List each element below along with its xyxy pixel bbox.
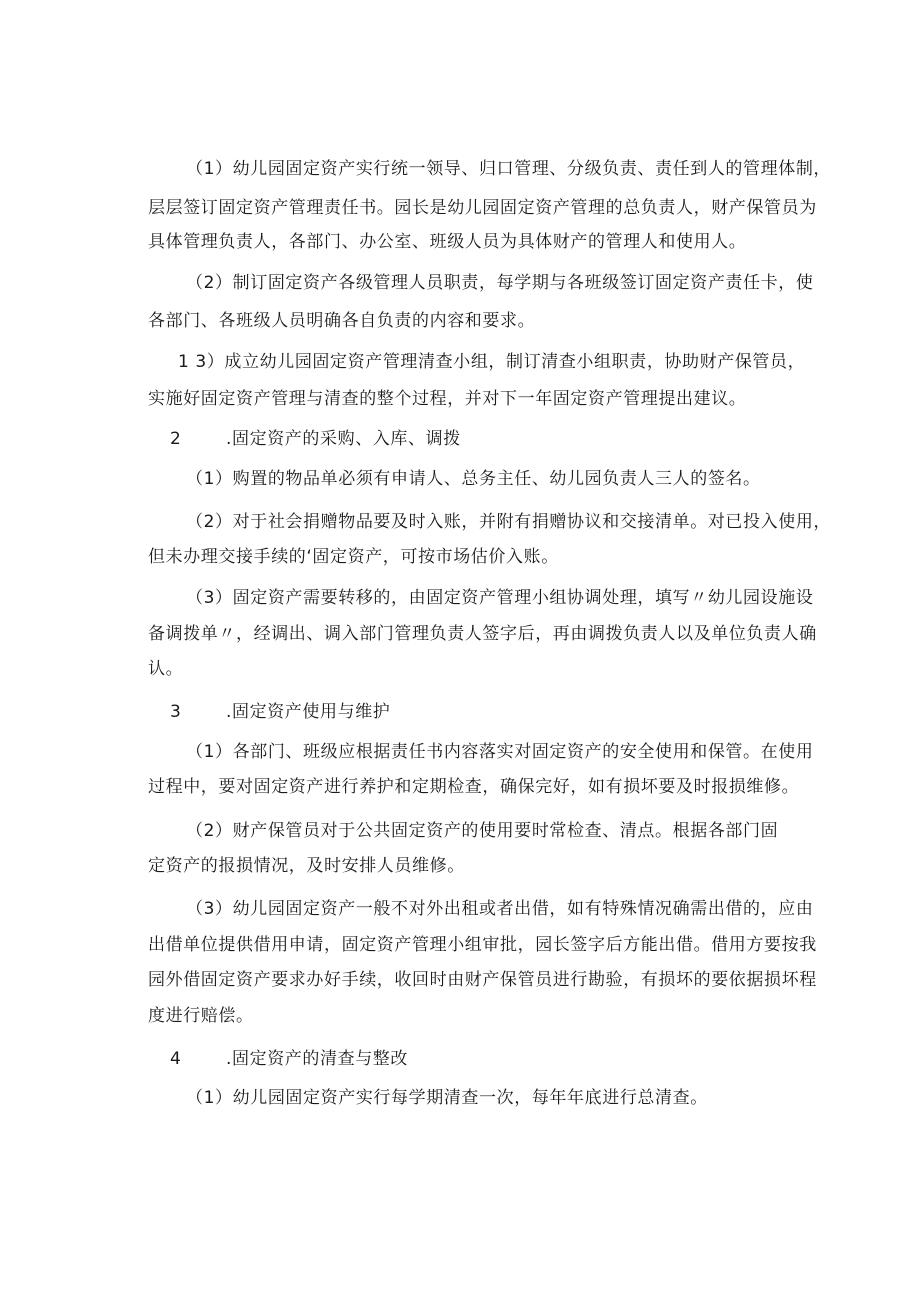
paragraph-2-line-1: （2）制订固定资产各级管理人员职责，每学期与各班级签订固定资产责任卡，使: [186, 273, 814, 293]
section-3-item-2-line-1: （2）财产保管员对于公共固定资产的使用要时常检查、清点。根据各部门固: [186, 821, 779, 841]
paragraph-3-line-2: 实施好固定资产管理与清查的整个过程，并对下一年固定资产管理提出建议。: [148, 389, 747, 409]
section-2-heading: [170, 427, 461, 451]
section-4-title: .固定资产的清查与整改: [226, 1049, 409, 1069]
section-2-item-3-line-2: 备调拨单〃，经调出、调入部门管理负责人签字后，再由调拨负责人以及单位负责人确: [148, 624, 817, 644]
section-4-item-1-line-1: （1）幼儿园固定资产实行每学期清查一次，每年年底进行总清查。: [186, 1088, 708, 1108]
section-3-item-2-line-2: 定资产的报损情况，及时安排人员维修。: [148, 856, 465, 876]
paragraph-1-line-1: （1）幼儿园固定资产实行统一领导、归口管理、分级负责、责任到人的管理体制，: [186, 159, 832, 179]
section-2-number: 2: [170, 429, 182, 449]
paragraph-2-line-2: 各部门、各班级人员明确各自负责的内容和要求。: [148, 311, 536, 331]
section-2-item-1-line-1: （1）购置的物品单必须有申请人、总务主任、幼儿园负责人三人的签名。: [186, 469, 761, 489]
paragraph-3-line-1: 1 3）成立幼儿园固定资产管理清查小组，制订清查小组职责，协助财产保管员，: [178, 352, 806, 372]
section-3-item-3-line-4: 度进行赔偿。: [148, 1006, 254, 1026]
section-2-item-3-line-1: （3）固定资产需要转移的，由固定资产管理小组协调处理，填写〃幼儿园设施设: [186, 588, 814, 608]
section-4-heading: [170, 1047, 408, 1071]
section-3-item-1-line-2: 过程中，要对固定资产进行养护和定期检查，确保完好，如有损坏要及时报损维修。: [148, 777, 800, 797]
paragraph-1-line-3: 具体管理负责人，各部门、办公室、班级人员为具体财产的管理人和使用人。: [148, 232, 747, 252]
section-2-title: .固定资产的采购、入库、调拨: [226, 429, 461, 449]
section-3-title: .固定资产使用与维护: [226, 702, 391, 722]
section-3-item-3-line-1: （3）幼儿园固定资产一般不对外出租或者出借，如有特殊情况确需出借的，应由: [186, 899, 814, 919]
section-2-item-3-line-3: 认。: [148, 659, 184, 679]
section-3-item-3-line-2: 出借单位提供借用申请，固定资产管理小组审批，园长签字后方能出借。借用方要按我: [148, 935, 817, 955]
paragraph-1-line-2: 层层签订固定资产管理责任书。园长是幼儿园固定资产管理的总负责人，财产保管员为: [148, 198, 817, 218]
section-3-item-3-line-3: 园外借固定资产要求办好手续，收回时由财产保管员进行勘验，有损坏的要依据损坏程: [148, 970, 817, 990]
section-2-item-2-line-2: 但未办理交接手续的‘固定资产，可按市场估价入账。: [148, 547, 559, 567]
section-2-item-2-line-1: （2）对于社会捐赠物品要及时入账，并附有捐赠协议和交接清单。对已投入使用，: [186, 512, 832, 532]
section-3-number: 3: [170, 702, 182, 722]
section-3-item-1-line-1: （1）各部门、班级应根据责任书内容落实对固定资产的安全使用和保管。在使用: [186, 742, 814, 762]
section-4-number: 4: [170, 1049, 182, 1069]
section-3-heading: [170, 700, 390, 724]
